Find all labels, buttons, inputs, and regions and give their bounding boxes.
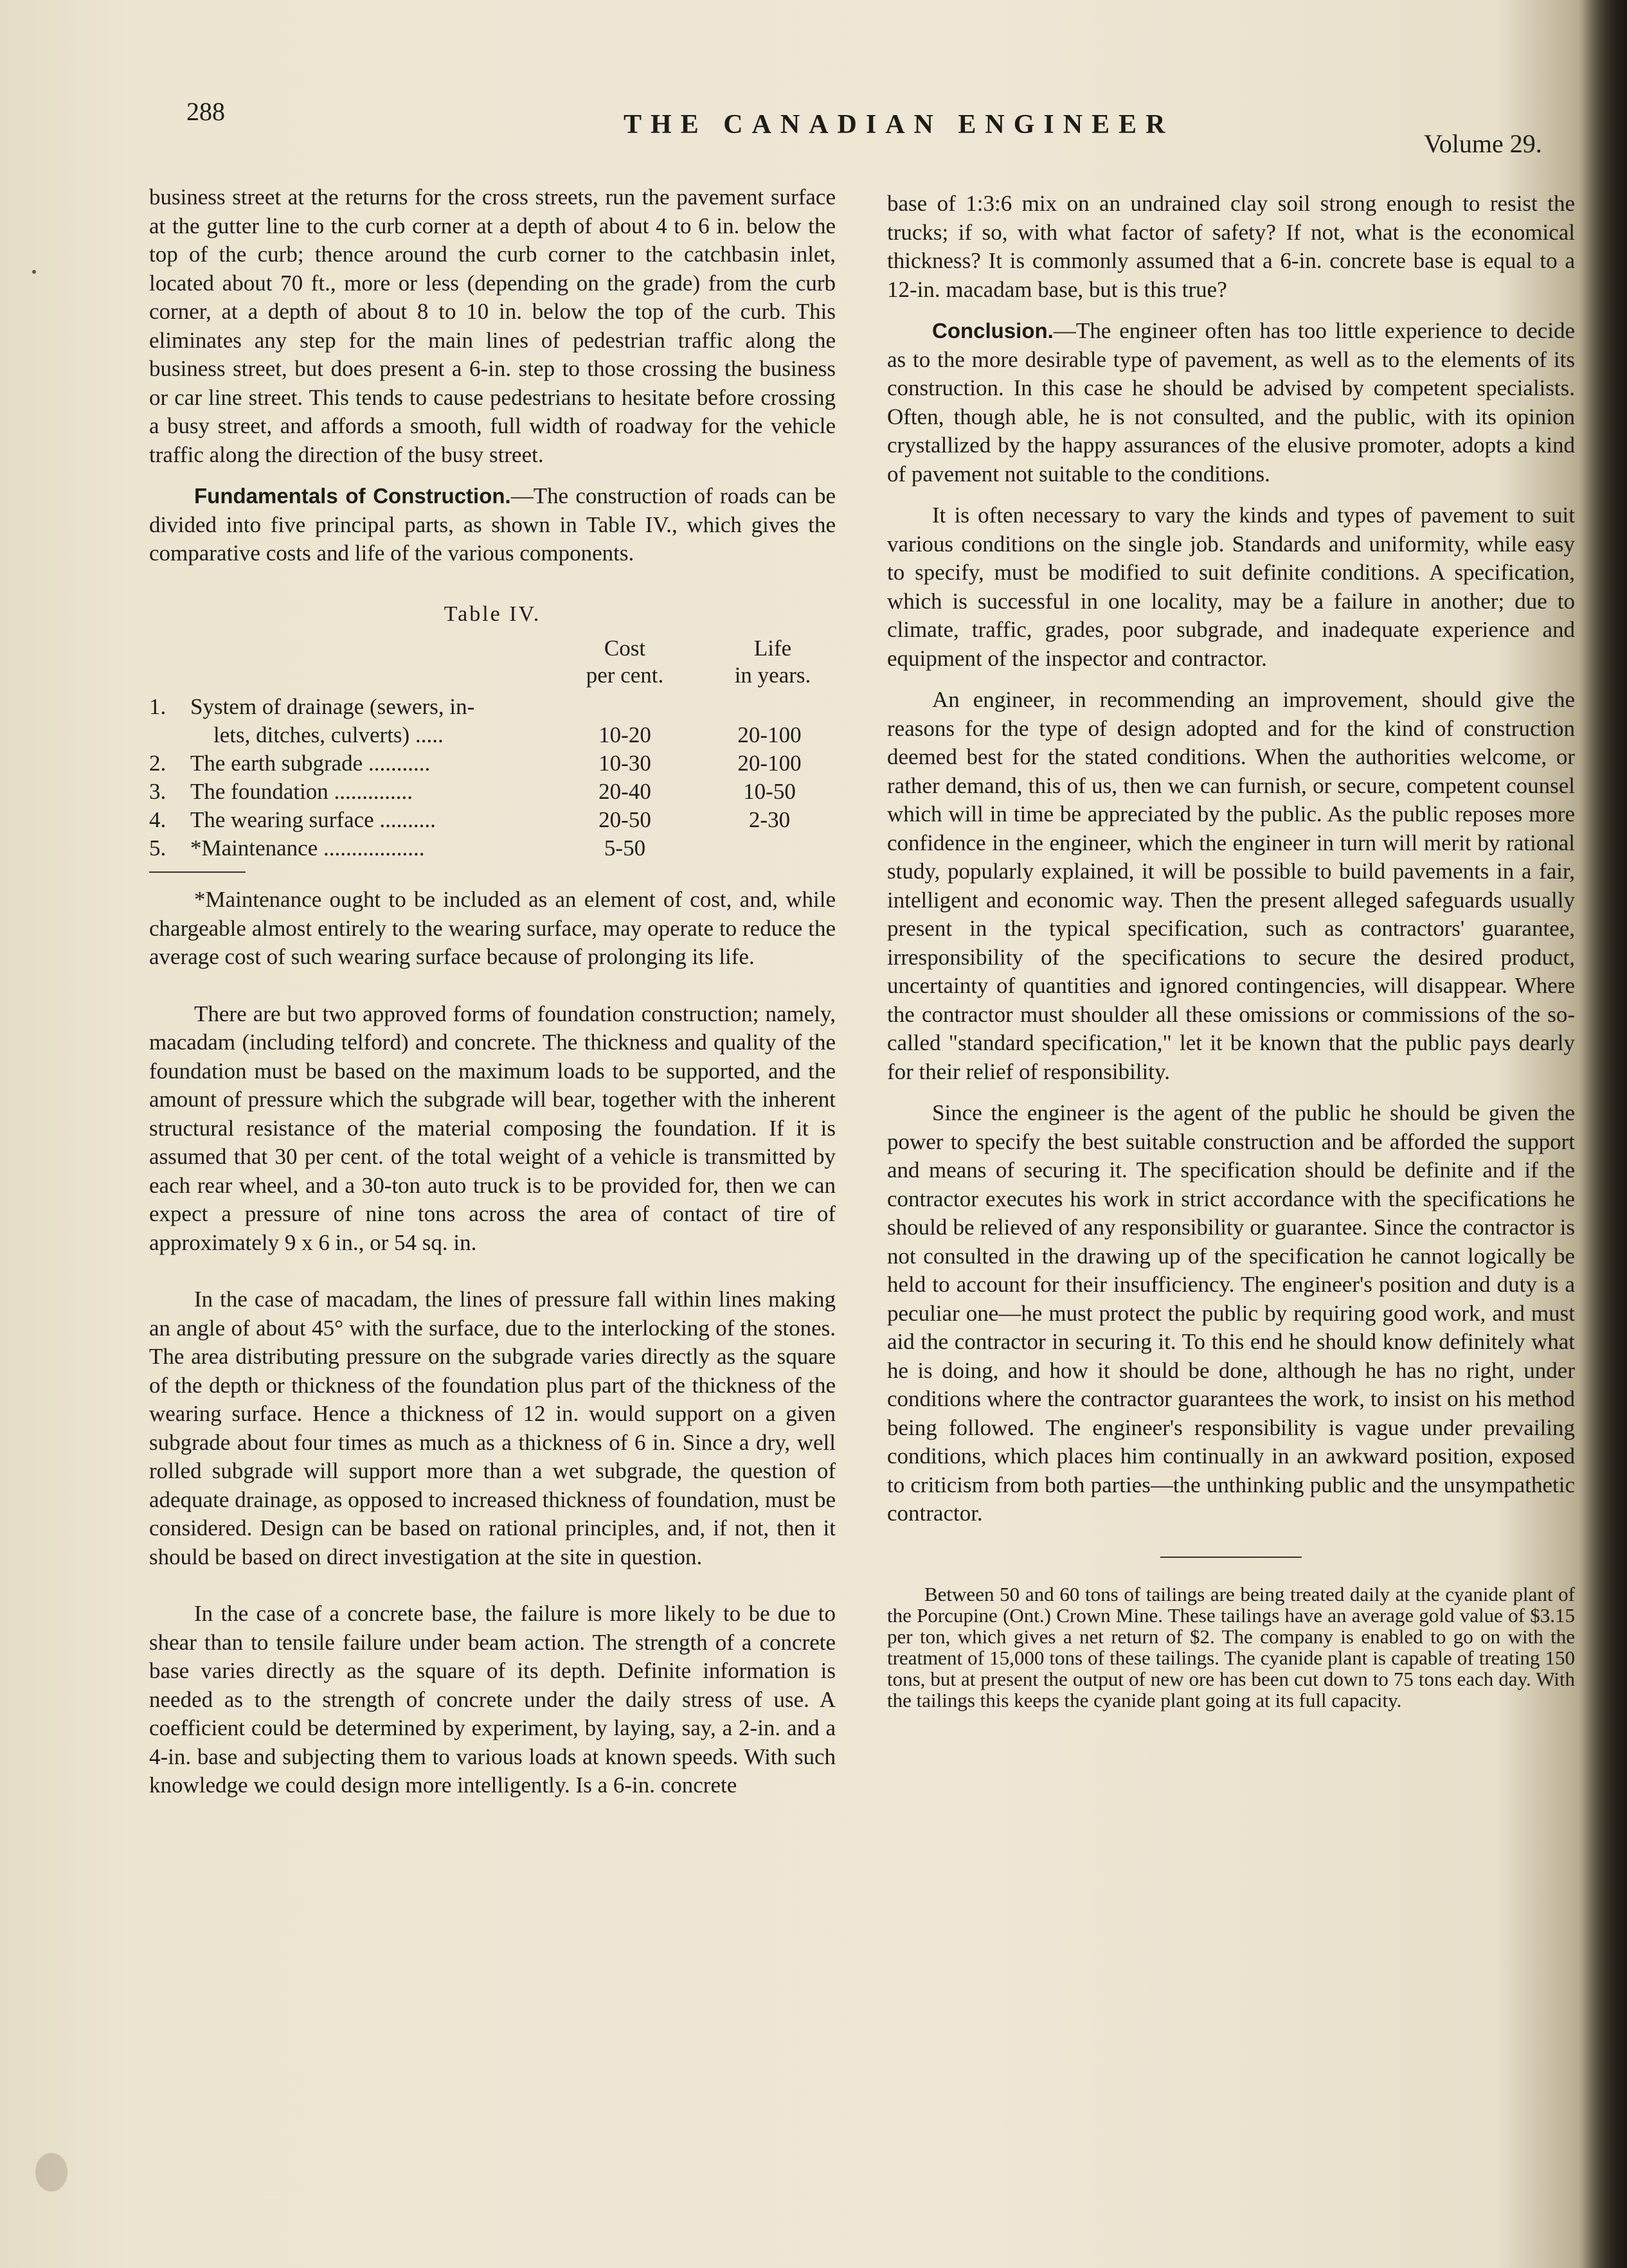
- margin-speck: [32, 270, 36, 274]
- row-life: 2-30: [748, 807, 791, 832]
- table-row: [149, 806, 836, 834]
- journal-title: THE CANADIAN ENGINEER: [624, 110, 1174, 139]
- paragraph: It is often necessary to vary the kinds and types of pavement to suit various conditions on the single job. Standards and uniformity, while easy to specify, must be modified to suit definite conditions. A specification, which is successful in one locality, may be a failure in another; due to climate, traffic, grades, poor subgrade, and inadequate experience and equipment of the inspector and contractor.: [887, 503, 1575, 671]
- paragraph: business street at the returns for the cross streets, run the pavement surface at the gutter line to the curb corner at a depth of about 4 to 6 in. below the top of the curb; thence around the curb corner to the catchbasin inlet, located about 70 ft., more or less (depending on the grade) from the curb corner, at a depth of about 8 to 10 in. below the top of the curb. This eliminates any step for the main lines of pedestrian traffic along the business street, but does present a 6-in. step to those crossing the business or car line street. This tends to cause pedestrians to hesitate before crossing a busy street, and affords a smooth, full width of roadway for the vehicle traffic along the direction of the busy street.: [149, 184, 836, 467]
- row-number: 3.: [149, 779, 166, 804]
- row-life: 20-100: [737, 722, 802, 747]
- cost-header: [561, 635, 689, 689]
- table-row: [149, 693, 836, 721]
- table-row: [149, 749, 836, 778]
- paragraph: An engineer, in recommending an improvement, should give the reasons for the type of design adopted and for the kind of construction deemed best for the stated conditions. When the authorities welcome, or rather demand, this of us, then we can furnish, or secure, competent counsel which will in time be appreciated by the public. As the public reposes more confidence in the engineer, which the engineer in turn will merit by rational study, popularly explained, it will be possible to build pavements in a fair, intelligent and economic way. Then the present alleged safeguards usually present in the typical specification, such as contractors' guarantee, irresponsibility of the specifications to secure the desired product, uncertainty of quantities and ignored contingencies, will disappear. Where the contractor must shoulder all these omissions or commissions of the so-called "standard specification," let it be known that the public pays dearly for their relief of responsibility.: [887, 687, 1575, 1084]
- right-column: [887, 190, 1575, 1711]
- row-number: 1.: [149, 694, 166, 719]
- left-column: [149, 183, 836, 1800]
- row-life: 10-50: [743, 779, 796, 804]
- running-header: [0, 90, 1627, 158]
- table-row-continued: [149, 721, 836, 749]
- row-cost: 20-40: [598, 779, 651, 804]
- row-cost: 5-50: [604, 835, 646, 861]
- row-number: 4.: [149, 807, 166, 832]
- table-title: Table IV.: [444, 602, 541, 626]
- paragraph: There are but two approved forms of foundation construction; namely, macadam (including telford) and concrete. The thickness and quality of the foundation must be based on the maximum loads to be supported, and the amount of pressure which the subgrade will bear, together with the inherent structural resistance of the material composing the foundation. If it is assumed that 30 per cent. of the total weight of a vehicle is transmitted by each rear wheel, and a 30-ton auto truck is to be provided for, then we can expect a pressure of nine tons across the area of contact of tire of approximately 9 x 6 in., or 54 sq. in.: [149, 1001, 836, 1255]
- row-label: The earth subgrade ...........: [190, 751, 431, 776]
- table-footnote: *Maintenance ought to be included as an element of cost, and, while chargeable almost entirely to the wearing surface, may operate to reduce the average cost of such wearing surface because of prolonging its life.: [149, 887, 836, 969]
- life-header-line2: in years.: [734, 663, 811, 688]
- paragraph-text: —The engineer often has too little experience to decide as to the more desirable type of pavement, as well as to the elements of its construction. In this case he should be advised by competent specialists. Often, though able, he is not consulted, and the public, with its opinion crystallized by the happy assurances of the elusive promoter, adopts a kind of pavement not suitable to the conditions.: [887, 318, 1575, 487]
- row-label: The foundation ..............: [190, 779, 413, 804]
- section-heading: Conclusion.: [932, 319, 1054, 343]
- row-cost: 10-20: [598, 722, 651, 747]
- page-smudge: [35, 2153, 67, 2192]
- binding-shadow: [1582, 0, 1627, 2268]
- paragraph-conclusion: [887, 317, 1575, 488]
- row-life: 20-100: [737, 751, 802, 776]
- row-number: 2.: [149, 751, 166, 776]
- row-label: The wearing surface ..........: [190, 807, 436, 832]
- row-cost: 20-50: [598, 807, 651, 832]
- paragraph: In the case of a concrete base, the failure is more likely to be due to shear than to tensile failure under beam action. The strength of a concrete base varies directly as the square of its depth. Definite information is needed as to the strength of concrete under the daily stress of use. A coefficient could be determined by experiment, by laying, say, a 2-in. and a 4-in. base and subjecting them to various loads at known speeds. With such knowledge we could design more intelligently. Is a 6-in. concrete: [149, 1601, 836, 1798]
- table-iv: [149, 600, 836, 873]
- life-header-line1: Life: [753, 636, 792, 661]
- volume-label: Volume 29.: [1424, 129, 1542, 158]
- footnote-rule: [149, 871, 246, 873]
- row-label: System of drainage (sewers, in-: [190, 694, 475, 719]
- page-number: 288: [186, 97, 225, 126]
- row-label-continued: lets, ditches, culverts) .....: [213, 722, 444, 747]
- news-item: [887, 1584, 1575, 1711]
- table-row: [149, 778, 836, 806]
- cost-header-line2: per cent.: [586, 663, 664, 688]
- table-header: [149, 635, 836, 693]
- paragraph: Since the engineer is the agent of the public he should be given the power to specify the best suitable construction and be afforded the support and means of securing it. The specification should be definite and if the contractor executes his work in strict accordance with the specifications he should be relieved of any responsibility or guarantee. Since the contractor is not consulted in the drawing up of the specification he cannot logically be held to account for their insufficiency. The engineer's position and duty is a peculiar one—he must protect the public by requiring good work, and must aid the contractor in securing it. To this end he should know definitely what he is doing, and how it should be done, although he has no right, under conditions where the contractor guarantees the work, to insist on his method being followed. The engineer's responsibility is vague under prevailing conditions, which places him continually in an awkward position, exposed to criticism from both parties—the unthinking public and the unsympathetic contractor.: [887, 1100, 1575, 1526]
- news-paragraph: Between 50 and 60 tons of tailings are being treated daily at the cyanide plant of the Porcupine (Ont.) Crown Mine. These tailings have an average gold value of $3.15 per ton, which gives a net return of $2. The company is enabled to go on with the treatment of 15,000 tons of these tailings. The cyanide plant is capable of treating 150 tons, but at present the output of new ore has been cut down to 75 tons each day. With the tailings this keeps the cyanide plant going at its full capacity.: [887, 1582, 1575, 1711]
- paragraph-text: —The construction of roads can be divided into five principal parts, as shown in Table IV., which gives the comparative costs and life of the various components.: [149, 483, 836, 566]
- row-label: *Maintenance ..................: [190, 835, 425, 861]
- table-row: [149, 834, 836, 862]
- row-cost: 10-30: [598, 751, 651, 776]
- life-header: [708, 635, 837, 689]
- paragraph: In the case of macadam, the lines of pressure fall within lines making an angle of about 45° with the surface, due to the interlocking of the stones. The area distributing pressure on the subgrade varies directly as the square of the depth or thickness of the foundation plus part of the thickness of the wearing surface. Hence a thickness of 12 in. would support on a given subgrade about four times as much as a thickness of 6 in. Since a dry, well rolled subgrade will support more than a wet subgrade, the question of adequate drainage, as opposed to increased thickness of foundation, must be considered. Design can be based on rational principles, and, if not, then it should be based on direct investigation at the site in question.: [149, 1287, 836, 1569]
- cost-header-line1: Cost: [604, 636, 646, 661]
- section-divider: [1160, 1557, 1302, 1558]
- paragraph-fundamentals: [149, 482, 836, 568]
- section-heading: Fundamentals of Construction.: [194, 484, 511, 508]
- row-number: 5.: [149, 835, 166, 861]
- paragraph: base of 1:3:6 mix on an undrained clay soil strong enough to resist the trucks; if so, with what factor of safety? If not, what is the economical thickness? It is commonly assumed that a 6-in. concrete base is equal to a 12-in. macadam base, but is this true?: [887, 191, 1575, 302]
